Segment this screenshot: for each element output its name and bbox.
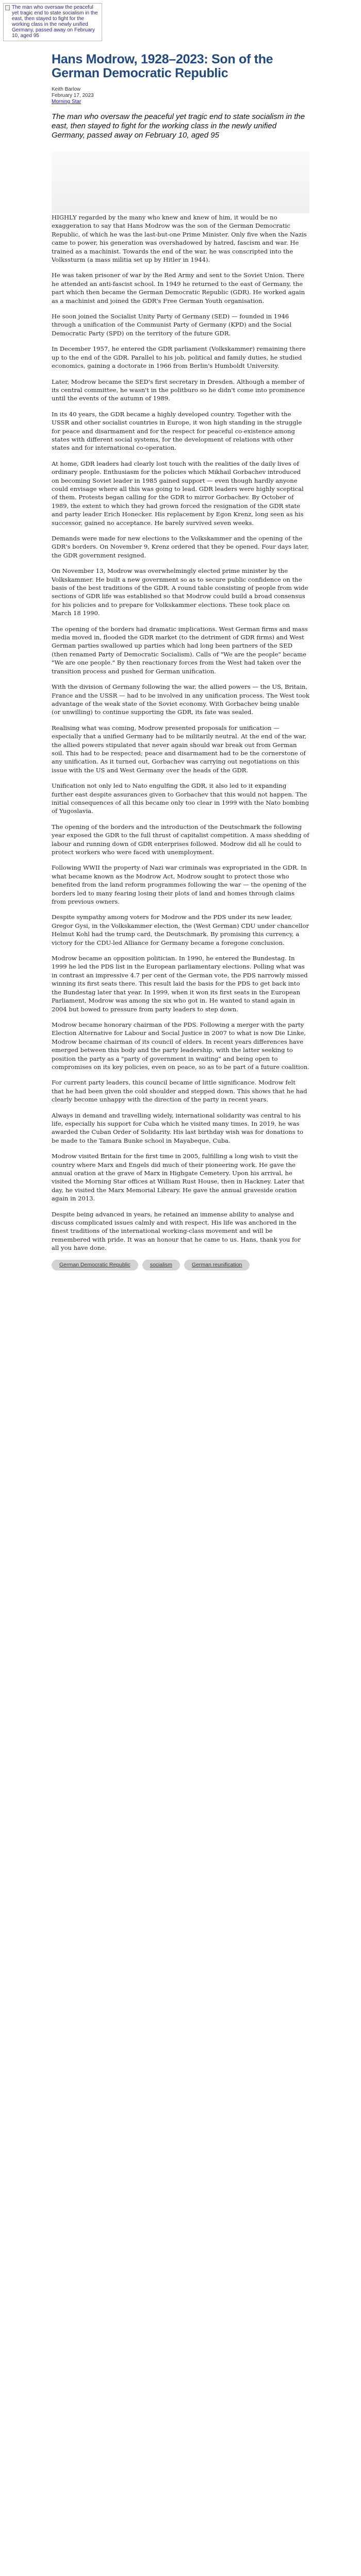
article-paragraph: Despite being advanced in years, he retained an immense ability to analyse and discuss complicated issues calmly and with respect. His life was anchored in the finest traditions of the international working-class movement and will be remembered with pride. It was an honour that he came to us. Hans, thank you for all you have done.: [52, 1210, 301, 1252]
article-meta: [52, 87, 309, 105]
broken-image-icon: [5, 5, 10, 10]
article-paragraph: The opening of the borders had dramatic implications. West German firms and mass media moved in, flooded the GDR market (to the detriment of GDR firms) and West German parties swallowed up parties which had long been partners of the SED (then renamed Party of Democratic Socialism). Calls of "We are the people" became "We are one people." By then reactionary forces from the West had taken over the transition process and pushed for German unification.: [52, 625, 308, 675]
article-paragraph: Always in demand and travelling widely, international solidarity was central to his life, especially his support for Cuba which he visited many times. In 2019, he was awarded the Cuban Order of Solidarity. His last birthday wish was for donations to be made to the Tamara Bunke school in Mayabeque, Cuba.: [52, 1111, 303, 1144]
article-title: Hans Modrow, 1928–2023: Son of the German Democratic Republic: [52, 52, 273, 80]
article-paragraph: Realising what was coming, Modrow presented proposals for unification — especially that a unified Germany had to be militarily neutral. At the end of the war, the allied powers stipulated that never again should war break out from German soil. This had to be respected; peace and disarmament had to be the cornerstone of any unification. As it turned out, Gorbachev was carrying out negotiations on this issue with the US and West Germany over the heads of the GDR.: [52, 724, 307, 774]
article-paragraph: Modrow became honorary chairman of the PDS. Following a merger with the party Election Alternative for Labour and Social Justice in 2007 to what is now Die Linke, Modrow became chairman of its council of elders. In recent years differences have emerged between this body and the party leadership, with the latter seeking to position the party as a "party of government in waiting" and being open to compromises on its key policies, even on peace, so as to be part of a future coalition.: [52, 1021, 309, 1071]
article-paragraph: He soon joined the Socialist Unity Party of Germany (SED) — founded in 1946 through a unification of the Communist Party of Germany (KPD) and the Social Democratic Party (SPD) on the territory of the future GDR.: [52, 313, 292, 337]
article-paragraph: At home, GDR leaders had clearly lost touch with the realities of the daily lives of ordinary people. Enthusiasm for the policies which Mikhail Gorbachev introduced on becoming Soviet leader in 1985 gained support — even though hardly anyone could envisage where all this was going to lead. GDR leaders were highly sceptical of them. Protests began calling for the GDR to mirror Gorbachev. By October of 1989, the extent to which they had grown forced the resignation of the GDR state and party leader Erich Honecker. His replacement by Egon Krenz, long seen as his successor, gained no acceptance. He barely survived seven weeks.: [52, 460, 304, 527]
article-paragraph: Unification not only led to Nato engulfing the GDR, it also led to it expanding further east despite assurances given to Gorbachev that this would not happen. The initial consequences of all this became only too clear in 1999 with the Nato bombing of Yugoslavia.: [52, 782, 309, 815]
article-paragraph: Modrow became an opposition politician. In 1990, he entered the Bundestag. In 1999 he led the PDS list in the European parliamentary elections. Polling what was in contrast an impressive 4.7 per cent of the German vote, the PDS narrowly missed winning its first seats there. This result laid the basis for the PDS to get back into the Bundestag later that year. In 1999, when it won its first seats in the European Parliament, Modrow was among the six who got in. He wanted to stand again in 2004 but bowed to pressure from party leaders to step down.: [52, 955, 308, 1013]
article-paragraph: Despite sympathy among voters for Modrow and the PDS under its new leader, Gregor Gysi, in the Volkskammer election, the (West German) CDU under chancellor Helmut Kohl had the trump card, the Deutschmark. By promising this currency, a victory for the CDU-led Alliance for Germany became a foregone conclusion.: [52, 913, 309, 946]
article-paragraph: With the division of Germany following the war, the allied powers — the US, Britain, France and the USSR — had to be involved in any unification process. The West took advantage of the weak state of the Soviet economy. With Gorbachev being unable (or unwilling) to continue supporting the GDR, its fate was sealed.: [52, 683, 309, 716]
hero-image-placeholder[interactable]: [3, 3, 102, 41]
article-body: [52, 213, 309, 1252]
author: Keith Barlow: [52, 87, 81, 92]
article: [52, 53, 309, 1270]
tag-list: [52, 1260, 289, 1270]
tag-pill[interactable]: German Democratic Republic: [52, 1260, 138, 1270]
article-paragraph: HIGHLY regarded by the many who knew and knew of him, it would be no exaggeration to say that Hans Modrow was the son of the German Democratic Republic, of which he was the last-but-one Prime Minister. Only five when the Nazis came to power, his generation was overshadowed by hatred, fascism and war. He trained as a machinist. Towards the end of the war, he was conscripted into the Volkssturm (a mass militia set up by Hitler in 1944).: [52, 214, 307, 264]
tag-pill[interactable]: German reunification: [184, 1260, 250, 1270]
article-paragraph: Demands were made for new elections to the Volkskammer and the opening of the GDR's borders. On November 9, Krenz ordered that they be opened. Four days later, the GDR government resigned.: [52, 535, 309, 559]
source-link[interactable]: Morning Star: [52, 99, 81, 105]
article-image: [52, 151, 309, 213]
publish-date: February 17, 2023: [52, 93, 94, 98]
article-paragraph: For current party leaders, this council became of little significance. Modrow felt that he had been given the cold shoulder and stepped down. This shows that he had clearly become unhappy with the direction of the party in recent years.: [52, 1079, 307, 1104]
article-paragraph: In its 40 years, the GDR became a highly developed country. Together with the USSR and other socialist countries in Europe, it won high standing in the struggle for peace and disarmament and for the respect for peaceful co-existence among states with different social systems, for the development of relations with other states and for international co-operation.: [52, 410, 302, 452]
article-paragraph: He was taken prisoner of war by the Red Army and sent to the Soviet Union. There he attended an anti-fascist school. In 1949 he returned to the east of Germany, the part which then became the German Democratic Republic (GDR). He worked again as a machinist and joined the GDR's Free German Youth organisation.: [52, 272, 305, 304]
hero-image-alt-text: The man who oversaw the peaceful yet tragic end to state socialism in the east, then stayed to fight for the working class in the newly unified Germany, passed away on February 10, aged 95: [12, 5, 98, 39]
article-paragraph: The opening of the borders and the introduction of the Deutschmark the following year exposed the GDR to the full thrust of capitalist competition. A mass shedding of labour and running down of GDR enterprises followed. Modrow did all he could to protect workers who were faced with unemployment.: [52, 823, 309, 856]
tag-pill[interactable]: socialism: [142, 1260, 180, 1270]
article-standfirst: The man who oversaw the peaceful yet tragic end to state socialism in the east, then stayed to fight for the working class in the newly unified Germany, passed away on February 10, aged 95: [52, 112, 305, 140]
article-paragraph: On November 13, Modrow was overwhelmingly elected prime minister by the Volkskammer. He built a new government so as to secure public confidence on the basis of the best traditions of the GDR. A round table consisting of people from wide sections of GDR life was established so that Modrow could build a broad consensus for his policies and to prepare for Volkskammer elections. These took place on March 18 1990.: [52, 567, 308, 617]
article-paragraph: Modrow visited Britain for the first time in 2005, fulfilling a long wish to visit the country where Marx and Engels did much of their pioneering work. He gave the annual oration at the grave of Marx in Highgate Cemetery. Upon his arrival, he visited the Morning Star offices at William Rust House, then in Hackney. Later that day, he visited the Marx Memorial Library. He gave the annual graveside oration again in 2013.: [52, 1153, 304, 1202]
article-paragraph: Later, Modrow became the SED's first secretary in Dresden. Although a member of its central committee, he wasn't in the politburo so he didn't come into prominence until the events of the autumn of 1989.: [52, 378, 305, 402]
article-paragraph: Following WWII the property of Nazi war criminals was expropriated in the GDR. In what became known as the Modrow Act, Modrow sought to protect those who benefited from the land reform programmes following the war — the opening of the borders led to many fearing losing their plots of land and homes through claims from previous owners.: [52, 864, 307, 906]
article-paragraph: In December 1957, he entered the GDR parliament (Volkskammer) remaining there up to the end of the GDR. Parallel to his job, political and family duties, he studied economics, gaining a doctorate in 1966 from Berlin's Humboldt University.: [52, 345, 306, 370]
